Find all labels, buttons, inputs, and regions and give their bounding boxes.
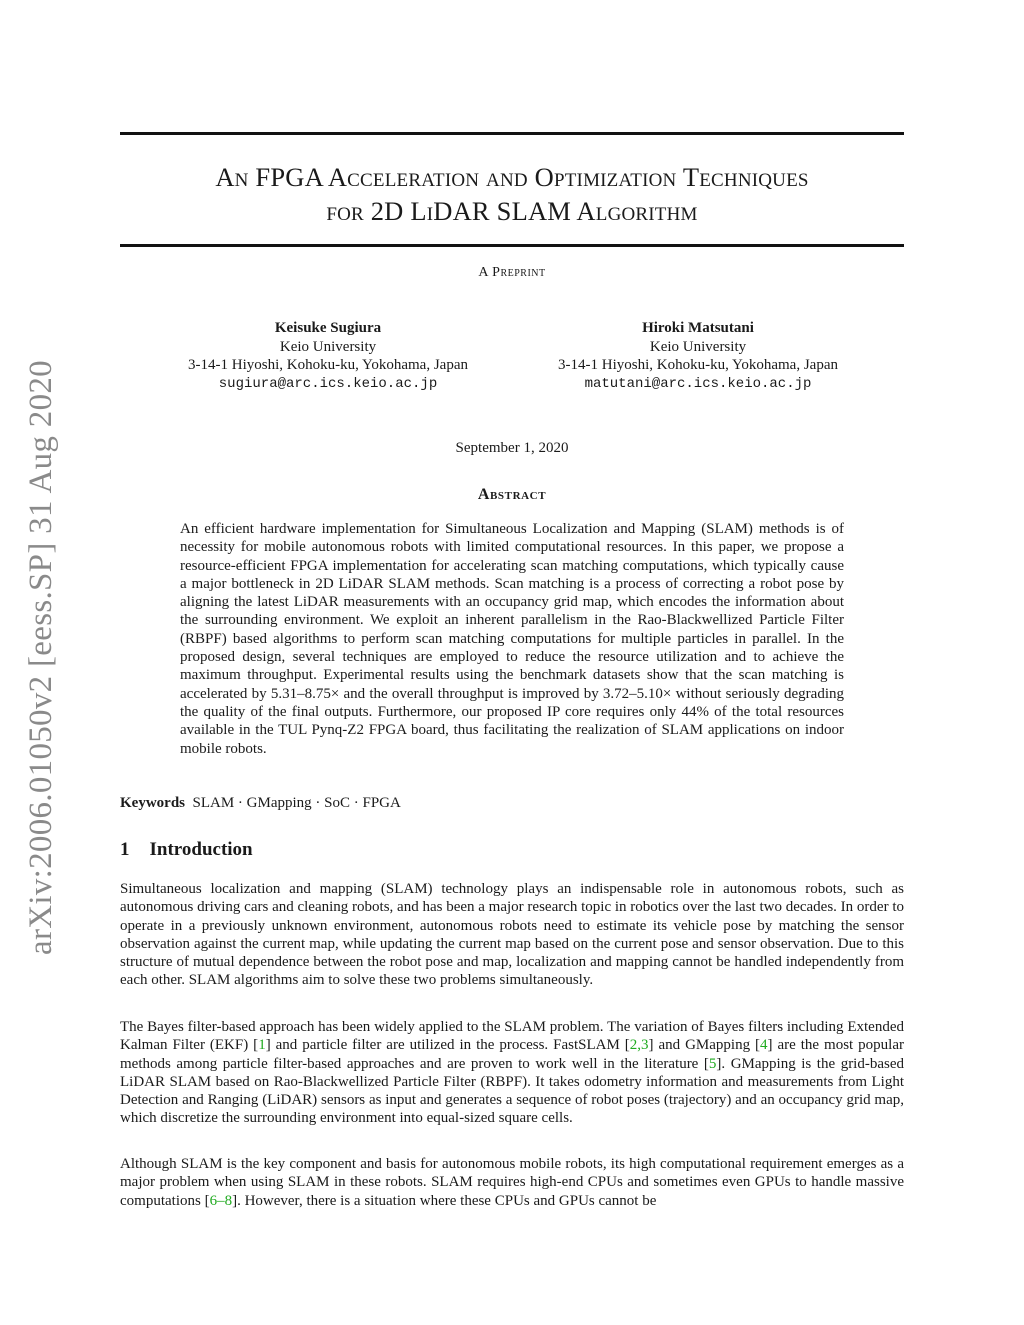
paragraph-text: ]. However, there is a situation where these CPUs and GPUs cannot be <box>232 1192 657 1209</box>
author-block-2 <box>508 319 888 393</box>
keywords-label: Keywords <box>120 795 185 811</box>
paper-date: September 1, 2020 <box>455 440 569 456</box>
preprint-label: A Preprint <box>478 265 546 280</box>
section-title: Introduction <box>149 839 253 860</box>
citation-link[interactable]: 6–8 <box>209 1192 233 1209</box>
author-email[interactable]: sugiura@arc.ics.keio.ac.jp <box>218 375 438 392</box>
author-affiliation: Keio University <box>649 338 747 355</box>
abstract-text: An efficient hardware implementation for Simultaneous Localization and Mapping (SLAM) methods is of necessity for mobile autonomous robots with limited computational resources. In this paper, we propose a resource-efficient FPGA implementation for accelerating scan matching computations, which typically cause a major bottleneck in 2D LiDAR SLAM methods. Scan matching is a process of correcting a robot pose by aligning the latest LiDAR measurements with an occupancy grid map, which encodes the information about the surrounding environment. We exploit an inherent parallelism in the Rao-Blackwellized Particle Filter (RBPF) based algorithms to perform scan matching computations for multiple particles in parallel. In the proposed design, several techniques are employed to reduce the resource utilization and to achieve the maximum throughput. Experimental results using the benchmark datasets show that the scan matching is accelerated by 5.31–8.75× and the overall throughput is improved by 3.72–5.10× without seriously degrading the quality of the final outputs. Furthermore, our proposed IP core requires only 44% of the total resources available in the TUL Pynq-Z2 FPGA board, thus facilitating the realization of SLAM applications on indoor mobile robots. <box>180 521 844 757</box>
citation-link[interactable]: 4 <box>760 1037 768 1054</box>
citation-link[interactable]: 2,3 <box>629 1037 649 1054</box>
paragraph-text: ] are the most popular methods among particle filter-based approaches and are proven to work well in the literature [ <box>120 1037 904 1072</box>
author-affiliation: Keio University <box>279 338 377 355</box>
paper-title-line1: An FPGA Acceleration and Optimization Techniques <box>215 162 809 192</box>
intro-paragraph-2 <box>120 1018 904 1128</box>
intro-paragraph-3 <box>120 1155 904 1210</box>
citation-link[interactable]: 5 <box>708 1055 717 1072</box>
paragraph-text: ] and GMapping [ <box>648 1037 761 1054</box>
abstract-heading: Abstract <box>477 486 547 503</box>
section-heading <box>120 839 253 861</box>
paragraph-text: The Bayes filter-based approach has been widely applied to the SLAM problem. The variation of Bayes filters including Extended Kalman Filter (EKF) [ <box>120 1019 904 1054</box>
author-address: 3-14-1 Hiyoshi, Kohoku-ku, Yokohama, Japan <box>188 357 468 373</box>
author-address: 3-14-1 Hiyoshi, Kohoku-ku, Yokohama, Japan <box>558 357 838 373</box>
paragraph-text: Although SLAM is the key component and basis for autonomous mobile robots, its high computational requirement emerges as a major problem when using SLAM in these robots. SLAM requires high-end CPUs and sometimes even GPUs to handle massive computations [ <box>120 1156 904 1209</box>
paper-title-line2: for 2D LiDAR SLAM Algorithm <box>326 196 698 226</box>
arxiv-side-stamp: arXiv:2006.01050v2 [eess.SP] 31 Aug 2020 <box>23 360 59 955</box>
paragraph-text: ]. GMapping is the grid-based LiDAR SLAM based on Rao-Blackwellized Particle Filter (RBPF). It takes odometry information and measurements from Light Detection and Ranging (LiDAR) sensors as input and generates a sequence of robot poses (trajectory) and an occupancy grid map, which discretize the surrounding environment into equal-sized square cells. <box>120 1055 904 1127</box>
author-name: Keisuke Sugiura <box>274 320 382 336</box>
section-number: 1 <box>120 839 130 860</box>
author-name: Hiroki Matsutani <box>642 320 754 336</box>
paragraph-text: ] and particle filter are utilized in the process. FastSLAM [ <box>265 1037 630 1054</box>
intro-paragraph-1: Simultaneous localization and mapping (SLAM) technology plays an indispensable role in autonomous robots, such as autonomous driving cars and cleaning robots, and has been a major research topic in robotics over the last two decades. In order to operate in a previously unknown environment, autonomous robots need to estimate its vehicle pose by matching the sensor observation against the current map, while updating the current map based on the current pose and sensor observation. Due to this structure of mutual dependence between the robot pose and map, localization and mapping cannot be handled independently from each other. SLAM algorithms aim to solve these two problems simultaneously. <box>120 881 904 989</box>
author-email[interactable]: matutani@arc.ics.keio.ac.jp <box>584 375 812 392</box>
citation-link[interactable]: 1 <box>258 1037 266 1054</box>
title-top-rule <box>120 132 904 135</box>
author-block-1 <box>138 319 518 393</box>
keywords-list: SLAM · GMapping · SoC · FPGA <box>192 795 401 811</box>
keywords-line <box>120 795 401 812</box>
title-bottom-rule <box>120 244 904 247</box>
